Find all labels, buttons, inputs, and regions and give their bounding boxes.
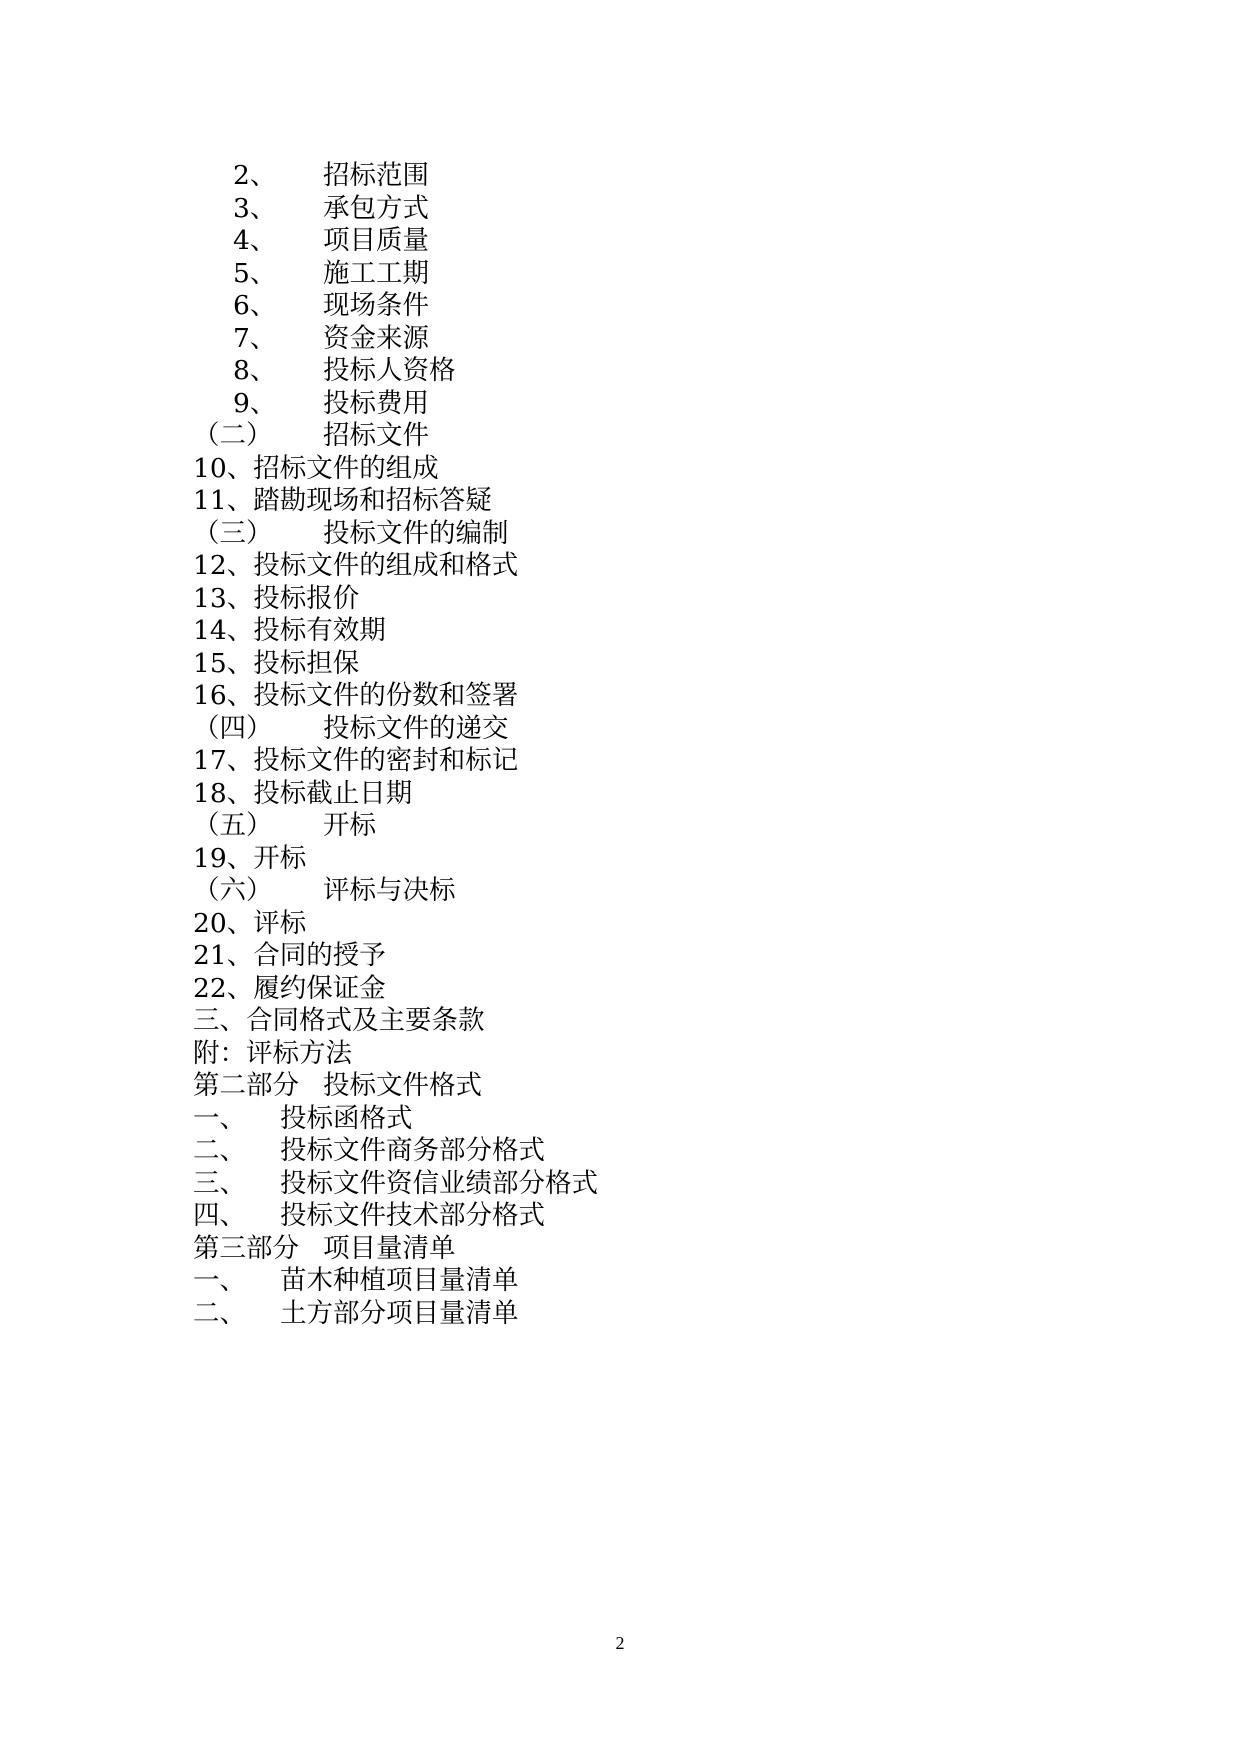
toc-entry-number: 附：	[193, 1037, 246, 1069]
toc-entry-title: 投标文件资信业绩部分格式	[280, 1167, 598, 1199]
toc-entry	[193, 1265, 598, 1298]
toc-entry	[193, 615, 598, 648]
toc-entry-number: 11、	[193, 485, 254, 516]
toc-entry-number: 21、	[193, 940, 254, 971]
toc-entry-title: 投标文件商务部分格式	[280, 1135, 545, 1166]
toc-entry-title: 合同的授予	[253, 940, 386, 971]
toc-entry	[193, 420, 598, 453]
toc-entry-number: 三、	[193, 1167, 246, 1199]
toc-entry-title: 踏勘现场和招标答疑	[253, 485, 492, 516]
toc-entry-number: （三）	[193, 517, 273, 549]
toc-entry	[193, 193, 598, 226]
toc-entry	[193, 485, 598, 518]
toc-entry-number: （六）	[193, 875, 273, 906]
toc-entry-title: 投标有效期	[253, 615, 386, 646]
toc-entry-title: 投标文件的组成和格式	[253, 550, 519, 581]
toc-entry-title: 苗木种植项目量清单	[280, 1265, 519, 1296]
toc-entry-number: 12、	[193, 550, 254, 581]
toc-entry-number: 19、	[193, 842, 254, 874]
toc-entry-title: 投标文件的份数和签署	[253, 680, 519, 711]
toc-entry-title: 投标文件的递交	[323, 712, 509, 744]
toc-entry-number: 四、	[193, 1200, 246, 1231]
toc-entry	[193, 355, 598, 388]
toc-entry	[193, 225, 598, 258]
toc-entry-title: 投标截止日期	[253, 777, 413, 809]
toc-entry-title: 项目量清单	[323, 1232, 456, 1264]
toc-entry	[193, 290, 598, 323]
toc-entry-title: 现场条件	[323, 290, 429, 321]
toc-entry	[193, 323, 598, 356]
toc-entry-number: 14、	[193, 615, 254, 646]
toc-entry	[193, 388, 598, 421]
toc-entry-number: 6、	[233, 290, 277, 321]
toc-entry-title: 投标担保	[253, 647, 360, 679]
toc-entry-number: （四）	[193, 712, 273, 744]
toc-entry-number: 15、	[193, 647, 254, 679]
toc-entry-number: 13、	[193, 582, 254, 614]
toc-entry	[193, 778, 598, 811]
toc-entry-number: 第三部分	[193, 1232, 299, 1264]
toc-entry-number: 18、	[193, 777, 254, 809]
toc-entry-title: 土方部分项目量清单	[280, 1297, 519, 1329]
toc-entry-number: 17、	[193, 745, 254, 776]
toc-entry-number: 10、	[193, 452, 254, 484]
toc-entry	[193, 1038, 598, 1071]
toc-entry	[193, 518, 598, 551]
toc-entry-title: 开标	[323, 810, 376, 841]
toc-entry	[193, 810, 598, 843]
toc-entry-number: 5、	[233, 257, 277, 289]
toc-entry-title: 招标文件的组成	[253, 452, 439, 484]
toc-entry	[193, 1168, 598, 1201]
toc-entry-title: 投标文件格式	[323, 1070, 482, 1101]
toc-entry-number: 一、	[193, 1265, 246, 1296]
toc-entry	[193, 1200, 598, 1233]
toc-entry-number: 8、	[233, 355, 277, 386]
toc-entry-title: 投标人资格	[323, 355, 456, 386]
toc-entry	[193, 875, 598, 908]
toc-entry-number: 一、	[193, 1102, 246, 1134]
toc-entry-number: 2、	[233, 160, 277, 191]
toc-entry-title: 投标费用	[323, 387, 429, 419]
toc-entry-title: 合同格式及主要条款	[246, 1005, 485, 1036]
toc-entry-number: 二、	[193, 1297, 246, 1329]
toc-entry-title: 投标报价	[253, 582, 360, 614]
toc-entry	[193, 453, 598, 486]
toc-entry	[193, 1103, 598, 1136]
toc-entry-title: 投标文件的编制	[323, 517, 509, 549]
toc-entry-title: 投标函格式	[280, 1102, 413, 1134]
table-of-contents	[193, 160, 598, 1330]
page-number: 2	[615, 1633, 625, 1653]
toc-entry	[193, 745, 598, 778]
toc-entry	[193, 1135, 598, 1168]
toc-entry	[193, 843, 598, 876]
toc-entry	[193, 583, 598, 616]
toc-entry-title: 评标与决标	[323, 875, 456, 906]
toc-entry-number: 三、	[193, 1005, 246, 1036]
toc-entry-title: 投标文件技术部分格式	[280, 1200, 545, 1231]
toc-entry-number: 第二部分	[193, 1070, 299, 1101]
toc-entry-number: 7、	[233, 322, 277, 354]
toc-entry-number: （二）	[193, 420, 273, 451]
toc-entry-number: （五）	[193, 810, 273, 841]
toc-entry-title: 施工工期	[323, 257, 429, 289]
toc-entry-number: 9、	[233, 387, 277, 419]
toc-entry	[193, 160, 598, 193]
toc-entry	[193, 648, 598, 681]
toc-entry	[193, 1005, 598, 1038]
toc-entry-title: 履约保证金	[253, 972, 386, 1004]
toc-entry-title: 资金来源	[323, 322, 429, 354]
toc-entry-number: 16、	[193, 680, 254, 711]
toc-entry	[193, 680, 598, 713]
toc-entry-title: 项目质量	[323, 225, 429, 256]
toc-entry	[193, 1233, 598, 1266]
toc-entry-title: 投标文件的密封和标记	[253, 745, 519, 776]
toc-entry-number: 4、	[233, 225, 277, 256]
toc-entry-number: 22、	[193, 972, 254, 1004]
toc-entry	[193, 1070, 598, 1103]
toc-entry	[193, 1298, 598, 1331]
toc-entry-title: 评标	[253, 907, 307, 939]
toc-entry-title: 承包方式	[323, 192, 429, 224]
toc-entry	[193, 940, 598, 973]
toc-entry-title: 评标方法	[246, 1037, 352, 1069]
toc-entry	[193, 713, 598, 746]
toc-entry	[193, 550, 598, 583]
toc-entry	[193, 908, 598, 941]
toc-entry-title: 开标	[253, 842, 307, 874]
toc-entry-number: 3、	[233, 192, 277, 224]
toc-entry-number: 20、	[193, 907, 254, 939]
toc-entry-title: 招标文件	[323, 420, 429, 451]
toc-entry-title: 招标范围	[323, 160, 429, 191]
toc-entry	[193, 258, 598, 291]
toc-entry	[193, 973, 598, 1006]
toc-entry-number: 二、	[193, 1135, 246, 1166]
